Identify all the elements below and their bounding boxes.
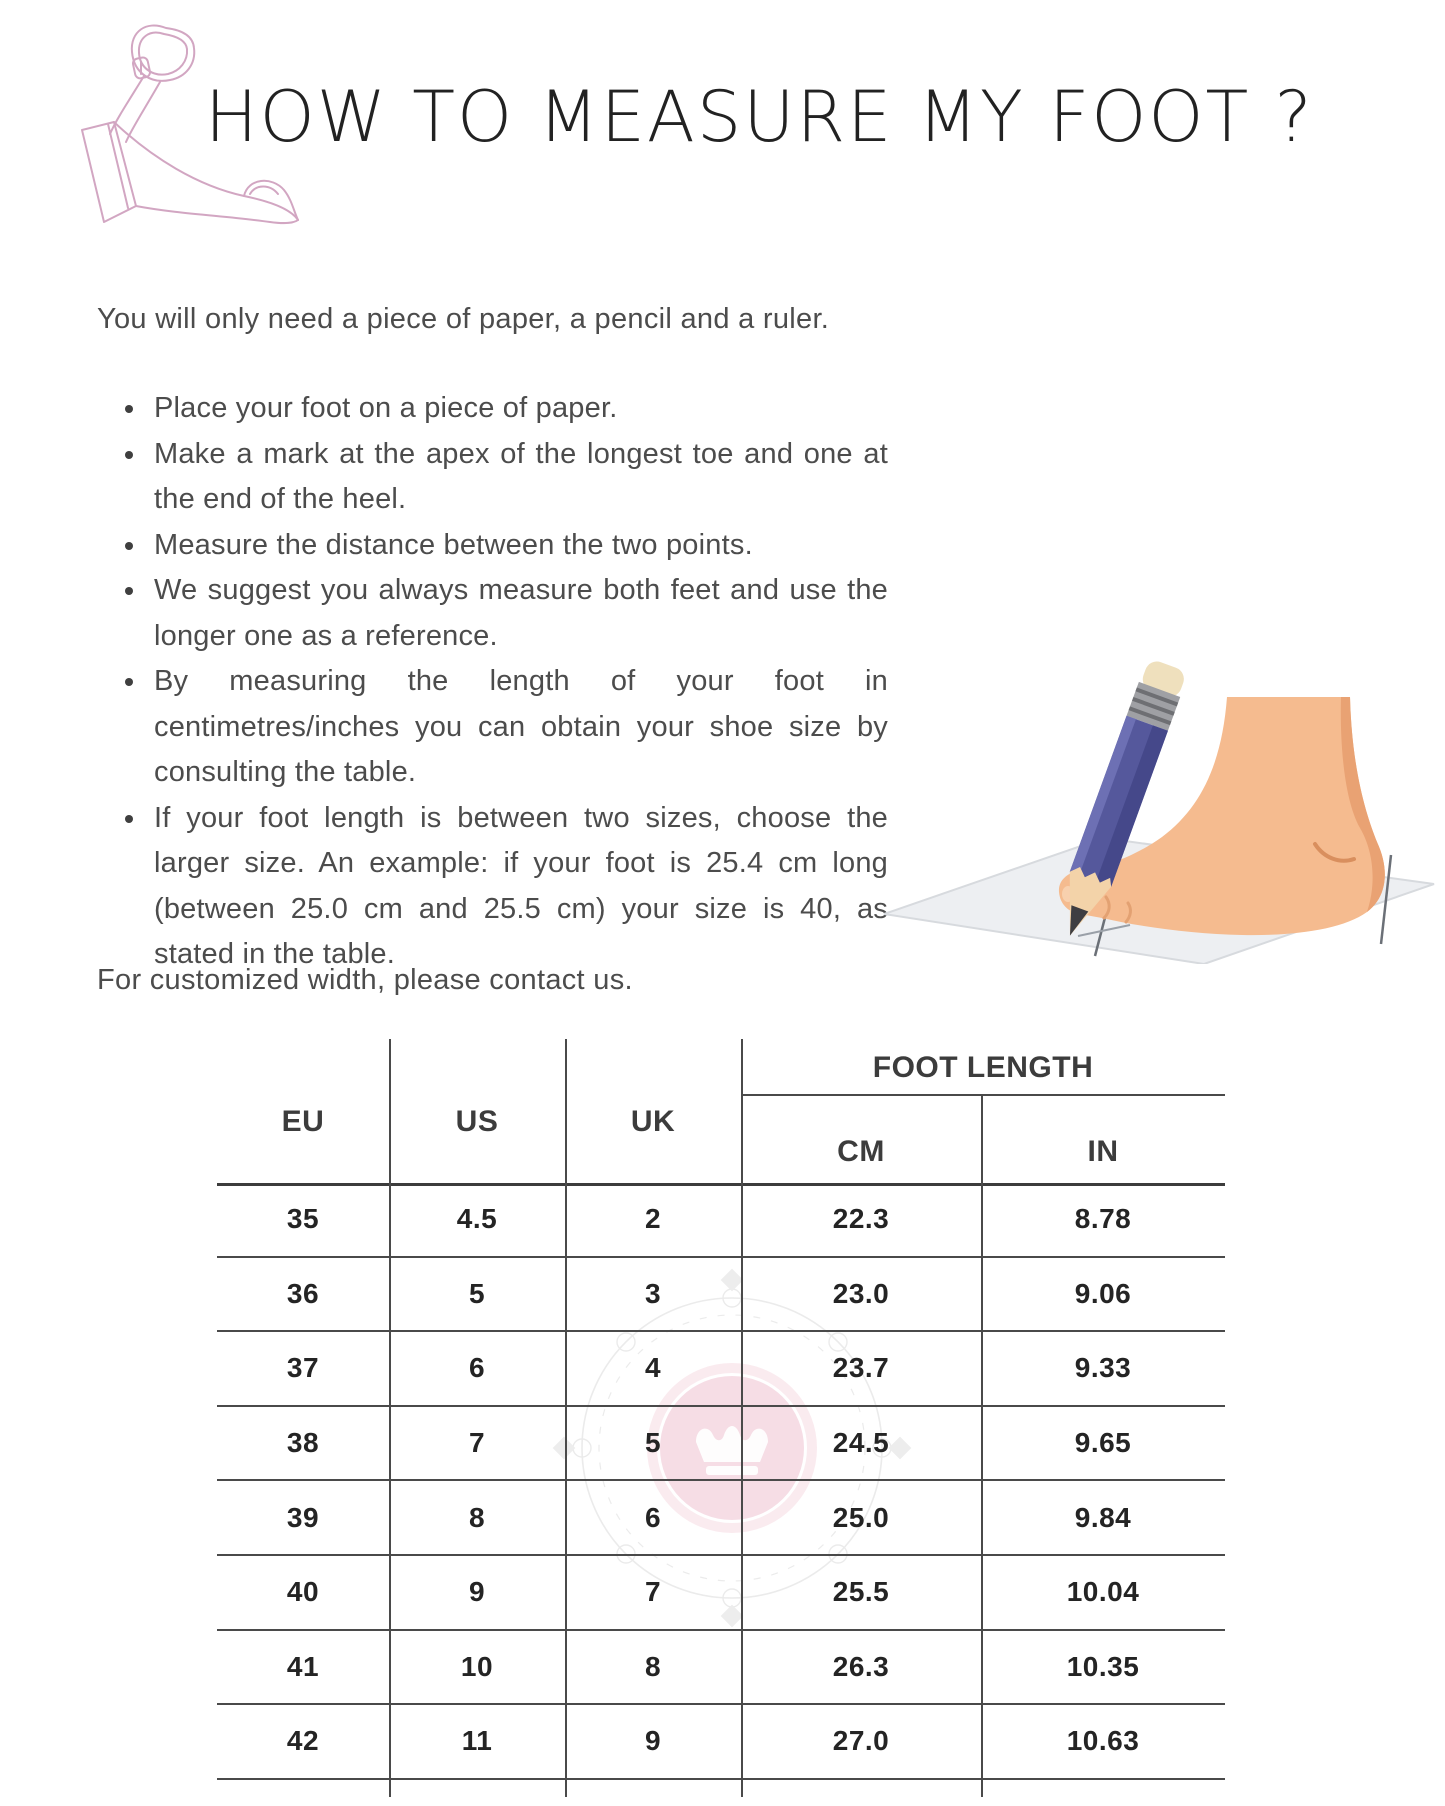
cell-cm: 22.3 bbox=[832, 1203, 890, 1235]
bullet-dot bbox=[125, 451, 133, 459]
table-row bbox=[217, 1183, 1225, 1258]
cell-uk: 4 bbox=[644, 1352, 662, 1384]
instruction-text: By measuring the length of your foot in centimetres/inches you can obtain your shoe size by consulting the table. bbox=[154, 665, 888, 788]
cell-eu: 35 bbox=[286, 1203, 320, 1235]
cell-uk: 9 bbox=[644, 1725, 662, 1757]
instruction-item bbox=[122, 568, 888, 659]
cell-cm: 27.0 bbox=[832, 1725, 890, 1757]
cell-us: 5 bbox=[468, 1277, 486, 1309]
bullet-dot bbox=[125, 815, 133, 823]
us-header: US bbox=[455, 1105, 499, 1138]
cell-us: 7 bbox=[468, 1427, 486, 1459]
cell-in: 10.04 bbox=[1066, 1576, 1140, 1608]
ankle-strap-loop bbox=[132, 25, 194, 80]
table-grid-line bbox=[565, 1039, 567, 1797]
bullet-dot bbox=[125, 405, 133, 413]
instruction-item bbox=[122, 796, 888, 978]
in-header: IN bbox=[1087, 1135, 1119, 1168]
instruction-item bbox=[122, 386, 888, 432]
cell-uk: 6 bbox=[644, 1501, 662, 1533]
cell-cm: 26.3 bbox=[832, 1650, 890, 1682]
size-table bbox=[217, 1039, 1225, 1806]
intro-text: You will only need a piece of paper, a pencil and a ruler. bbox=[97, 303, 830, 335]
instruction-text: Place your foot on a piece of paper. bbox=[154, 392, 618, 424]
cell-eu: 40 bbox=[286, 1576, 320, 1608]
cell-eu: 38 bbox=[286, 1427, 320, 1459]
toe-strap bbox=[244, 181, 298, 220]
cell-in: 9.84 bbox=[1074, 1501, 1132, 1533]
bullet-dot bbox=[125, 542, 133, 550]
eu-header: EU bbox=[281, 1105, 325, 1138]
bullet-dot bbox=[125, 678, 133, 686]
cell-uk: 7 bbox=[644, 1576, 662, 1608]
cell-uk: 8 bbox=[644, 1650, 662, 1682]
table-grid-line bbox=[981, 1094, 983, 1797]
instruction-text: If your foot length is between two sizes, choose the larger size. An example: if your foot is 25.4 cm long (between 25.0 cm and 25.5 cm) your size is 40, as stated in the table. bbox=[154, 801, 888, 970]
instruction-text: We suggest you always measure both feet and use the longer one as a reference. bbox=[154, 574, 888, 652]
table-grid-line bbox=[389, 1039, 391, 1797]
uk-header: UK bbox=[630, 1105, 676, 1138]
cell-uk: 3 bbox=[644, 1277, 662, 1309]
cell-us: 9 bbox=[468, 1576, 486, 1608]
cell-uk: 5 bbox=[644, 1427, 662, 1459]
table-grid-line bbox=[741, 1039, 743, 1797]
table-row bbox=[217, 1332, 1225, 1407]
cell-us: 10 bbox=[460, 1650, 494, 1682]
cell-eu: 36 bbox=[286, 1277, 320, 1309]
cell-in: 9.33 bbox=[1074, 1352, 1132, 1384]
heel-sandal-illustration bbox=[48, 10, 313, 240]
instruction-item bbox=[122, 659, 888, 796]
cell-in: 8.78 bbox=[1074, 1203, 1132, 1235]
contact-note: For customized width, please contact us. bbox=[97, 964, 633, 996]
table-row bbox=[217, 1258, 1225, 1333]
instruction-text: Measure the distance between the two points. bbox=[154, 528, 753, 561]
cell-eu: 41 bbox=[286, 1650, 320, 1682]
cell-eu: 37 bbox=[286, 1352, 320, 1384]
cell-cm: 24.5 bbox=[832, 1427, 890, 1459]
page-title: HOW TO MEASURE MY FOOT ? bbox=[205, 76, 1314, 158]
cell-us: 6 bbox=[468, 1352, 486, 1384]
table-row bbox=[217, 1705, 1225, 1780]
cell-in: 10.35 bbox=[1066, 1650, 1140, 1682]
foot-length-underline bbox=[741, 1094, 1225, 1096]
cell-eu: 42 bbox=[286, 1725, 320, 1757]
instruction-text: Make a mark at the apex of the longest toe and one at the end of the heel. bbox=[154, 437, 888, 515]
cell-uk: 2 bbox=[644, 1203, 662, 1235]
heel-and-sole bbox=[82, 122, 298, 223]
table-row bbox=[217, 1407, 1225, 1482]
instruction-item bbox=[122, 523, 888, 569]
table-row bbox=[217, 1556, 1225, 1631]
cell-in: 9.06 bbox=[1074, 1277, 1132, 1309]
cell-us: 8 bbox=[468, 1501, 486, 1533]
instruction-item bbox=[122, 432, 888, 523]
cell-in: 10.63 bbox=[1066, 1725, 1140, 1757]
cell-cm: 23.7 bbox=[832, 1352, 890, 1384]
table-row bbox=[217, 1631, 1225, 1706]
cell-cm: 23.0 bbox=[832, 1277, 890, 1309]
instructions-list bbox=[122, 386, 888, 978]
cell-in: 9.65 bbox=[1074, 1427, 1132, 1459]
cell-cm: 25.0 bbox=[832, 1501, 890, 1533]
size-table-rows bbox=[217, 1183, 1225, 1780]
table-row bbox=[217, 1481, 1225, 1556]
bullet-dot bbox=[125, 587, 133, 595]
cell-cm: 25.5 bbox=[832, 1576, 890, 1608]
foot-length-header: FOOT LENGTH bbox=[872, 1051, 1094, 1084]
cell-us: 4.5 bbox=[456, 1203, 498, 1235]
cell-eu: 39 bbox=[286, 1501, 320, 1533]
foot-measuring-illustration bbox=[872, 612, 1445, 964]
header-underline bbox=[217, 1183, 1225, 1186]
cell-us: 11 bbox=[461, 1725, 493, 1757]
cm-header: CM bbox=[837, 1135, 885, 1168]
